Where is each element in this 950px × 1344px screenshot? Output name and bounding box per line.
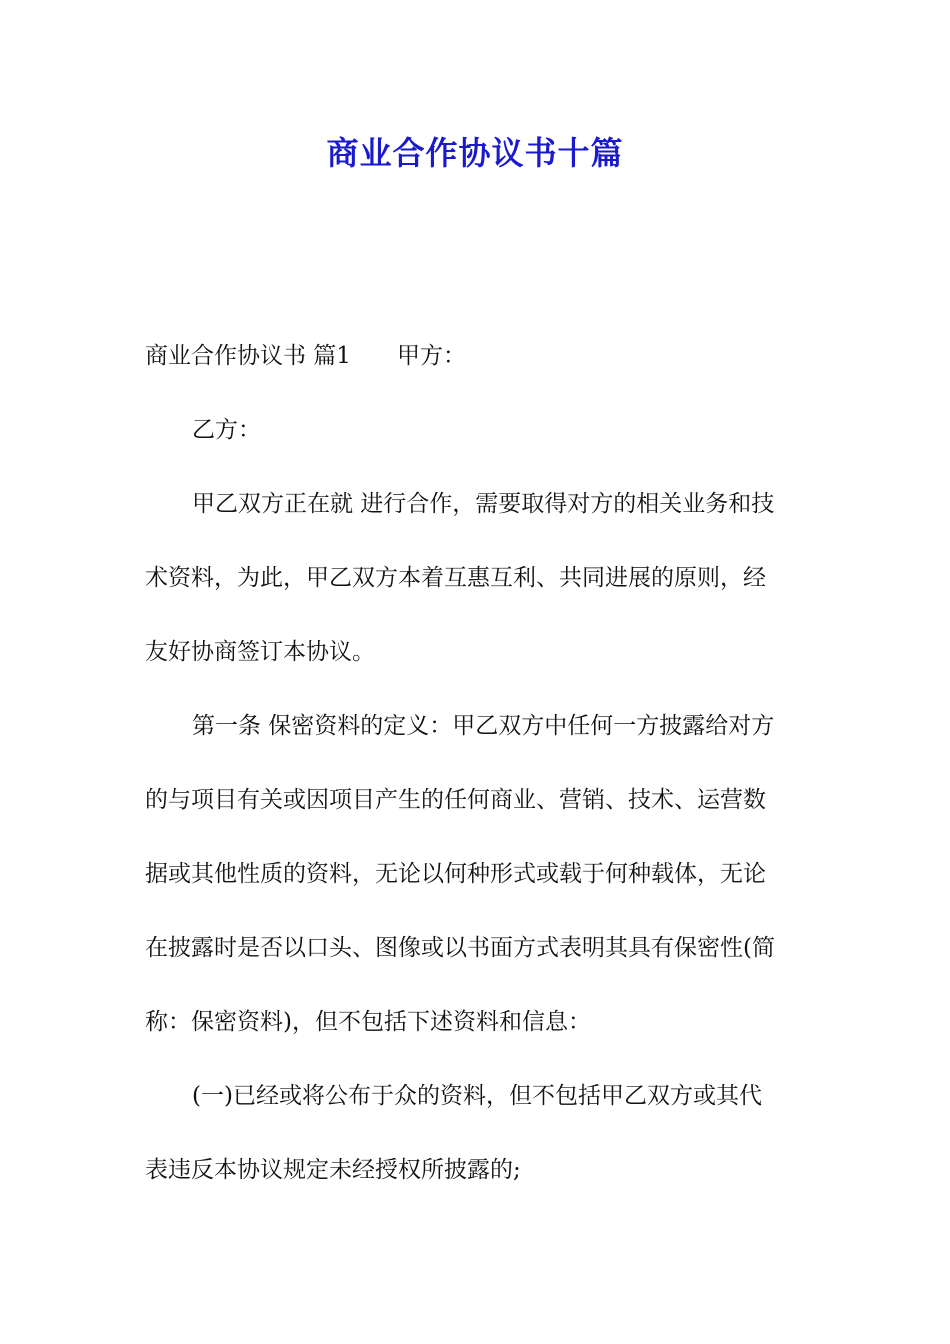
paragraph-line: 第一条 保密资料的定义：甲乙双方中任何一方披露给对方	[192, 713, 775, 739]
paragraph-line: 术资料，为此，甲乙双方本着互惠互利、共同进展的原则，经	[145, 565, 766, 591]
paragraph-line: 在披露时是否以口头、图像或以书面方式表明其具有保密性(简	[145, 935, 775, 961]
paragraph-line: 甲乙双方正在就 进行合作，需要取得对方的相关业务和技	[192, 491, 775, 517]
article-1-paragraph	[145, 708, 805, 1041]
paragraph-line: 的与项目有关或因项目产生的任何商业、营销、技术、运营数	[145, 787, 766, 813]
paragraph-line: 友好协商签订本协议。	[145, 639, 375, 665]
section-heading-line	[145, 338, 805, 375]
paragraph-line: 称：保密资料)，但不包括下述资料和信息：	[145, 1009, 591, 1035]
party-b-line	[145, 412, 805, 449]
paragraph-line: 表违反本协议规定未经授权所披露的;	[145, 1157, 521, 1183]
section-heading: 商业合作协议书 篇1	[145, 343, 351, 369]
item-1-paragraph	[145, 1078, 805, 1189]
party-b-label: 乙方：	[192, 417, 261, 443]
party-a-label: 甲方：	[396, 343, 466, 369]
document-title: 商业合作协议书十篇	[326, 134, 624, 172]
paragraph-line: (一)已经或将公布于众的资料，但不包括甲乙双方或其代	[192, 1083, 762, 1109]
document-body	[145, 338, 805, 1226]
intro-paragraph	[145, 486, 805, 671]
paragraph-line: 据或其他性质的资料，无论以何种形式或载于何种载体，无论	[145, 861, 766, 887]
